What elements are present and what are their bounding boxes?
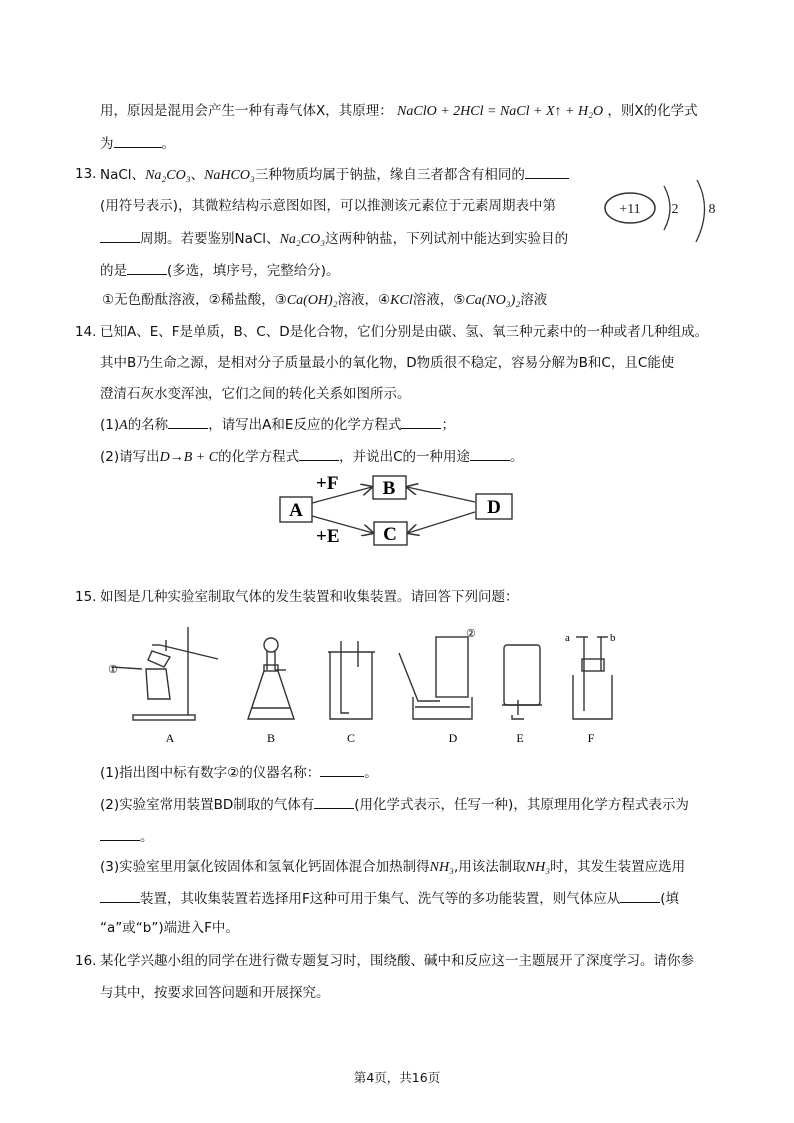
apparatus-e — [502, 645, 542, 719]
q14-part-1 — [100, 414, 455, 436]
label-a: A — [289, 500, 303, 521]
label-apparatus-c: C — [346, 731, 356, 745]
electron-shell-2 — [696, 180, 705, 242]
port-a: a — [565, 632, 570, 644]
answer-blank[interactable] — [470, 446, 510, 461]
math-a: A — [119, 418, 128, 433]
electron-shell-1 — [664, 186, 670, 230]
option-text: ①无色酚酞溶液，②稀盐酸，③ — [102, 292, 287, 308]
q14-text: ，并说出C的一种用途 — [339, 449, 471, 465]
label-apparatus-a: A — [165, 731, 175, 745]
q13-text: (用符号表示)，其微粒结构示意图如图，可以推测该元素位于元素周期表中第 — [100, 198, 557, 214]
answer-blank[interactable] — [100, 826, 140, 841]
answer-blank[interactable] — [168, 414, 208, 429]
intro-text-end: ，则X的化学式 — [607, 103, 698, 119]
q14-text: ，请写出A和E反应的化学方程式 — [208, 417, 402, 433]
q13-line-3 — [100, 228, 568, 250]
total-pages: 16 — [411, 1070, 428, 1085]
q13-line-4 — [100, 260, 340, 281]
formula-na2co3: Na₂CO₃ — [145, 168, 191, 183]
q15-text: (3)实验室里用氯化铵固体和氢氧化钙固体混合加热制得 — [100, 859, 430, 875]
conversion-diagram — [276, 472, 516, 552]
q14-text: ； — [441, 417, 455, 433]
q14-text: 其中B乃生命之源，是相对分子质量最小的氧化物，D物质很不稳定，容易分解为B和C，且C能使 — [100, 355, 675, 371]
apparatus-b — [248, 638, 294, 719]
label-b: B — [382, 478, 396, 499]
math-reaction: D→B + C — [159, 450, 219, 465]
apparatus-a — [112, 627, 218, 720]
answer-blank[interactable] — [320, 762, 364, 777]
label-apparatus-b: B — [266, 731, 276, 745]
q14-line-2 — [100, 353, 674, 373]
footer-text: 页 — [427, 1070, 441, 1085]
q15-text: 。 — [364, 765, 378, 781]
arrow-d-to-b — [407, 487, 475, 502]
q15-text: (2)实验室常用装置BD制取的气体有 — [100, 797, 315, 813]
q14-number: 14. — [75, 324, 97, 340]
mark-2: ② — [466, 628, 476, 640]
formula-nh3: NH₃ — [525, 860, 551, 875]
answer-blank[interactable] — [401, 414, 441, 429]
shell-1-count: 2 — [671, 202, 679, 217]
answer-blank[interactable] — [314, 794, 354, 809]
q14-text: 已知A、E、F是单质，B、C、D是化合物，它们分别是由碳、氢、氧三种元素中的一种或者几种组成。 — [100, 324, 709, 340]
label-plus-e: +E — [316, 526, 340, 547]
apparatus-c — [328, 641, 375, 719]
formula-nh3: NH₃ — [429, 860, 454, 875]
label-apparatus-f: F — [587, 731, 595, 745]
q14-part-2 — [100, 446, 524, 468]
intro-line-2-end: 。 — [161, 136, 175, 152]
q13-line-1 — [100, 164, 569, 186]
q15-part-2-end — [100, 826, 154, 847]
apparatus-f — [573, 637, 612, 719]
apparatus-illustration — [100, 615, 640, 750]
q15-text: 时，其发生装置应选用 — [550, 859, 686, 875]
q15-text: (填 — [660, 891, 680, 907]
option-text: 溶液 — [520, 292, 548, 308]
option-text: 溶液，④ — [337, 292, 391, 308]
hcl-equation: NaClO + 2HCl = NaCl + X↑ + H₂O — [397, 104, 604, 119]
q15-text: (用化学式表示，任写一种)，其原理用化学方程式表示为 — [354, 797, 689, 813]
shell-2-count: 8 — [708, 202, 716, 217]
q15-part-1 — [100, 762, 378, 783]
label-apparatus-e: E — [516, 731, 524, 745]
label-d: D — [487, 497, 501, 518]
q13-options — [102, 290, 547, 311]
page-footer — [0, 1068, 794, 1086]
intro-line-2-text: 为 — [100, 136, 114, 152]
mark-1: ① — [108, 664, 118, 676]
q15-number: 15. — [75, 589, 97, 605]
q15-text: (1)指出图中标有数字②的仪器名称： — [100, 765, 321, 781]
q15-line-1 — [100, 587, 519, 607]
q15-part-3-line-2 — [100, 888, 679, 909]
label-apparatus-d: D — [448, 731, 458, 745]
answer-blank[interactable] — [127, 260, 167, 275]
q16-text: 与其中，按要求回答问题和开展探究。 — [100, 985, 330, 1001]
q16-text: 某化学兴趣小组的同学在进行微专题复习时，围绕酸、碱中和反应这一主题展开了深度学习。请你参 — [100, 953, 694, 969]
q14-line-1 — [100, 322, 708, 342]
q13-line-2 — [100, 196, 556, 216]
q15-text: 。 — [140, 829, 154, 845]
port-b: b — [610, 632, 616, 644]
q13-number: 13. — [75, 166, 97, 182]
q13-text: (多选，填序号，完整给分)。 — [167, 263, 340, 279]
q13-text: NaCl、 — [100, 167, 146, 183]
q13-text: 的是 — [100, 263, 127, 279]
q14-line-3 — [100, 384, 411, 404]
q16-number: 16. — [75, 953, 97, 969]
q14-text: 澄清石灰水变浑浊，它们之间的转化关系如图所示。 — [100, 386, 411, 402]
intro-text: 用，原因是混用会产生一种有毒气体X，其原理： — [100, 103, 393, 119]
formula-na2co3: Na₂CO₃ — [279, 232, 326, 247]
formula-kcl: KCl — [390, 293, 413, 308]
answer-blank[interactable] — [100, 228, 140, 243]
answer-blank[interactable] — [114, 133, 162, 148]
formula-caoh2: Ca(OH)₂ — [286, 293, 338, 308]
q13-sep: 、 — [190, 167, 205, 183]
q13-text: 周期。若要鉴别NaCl、 — [140, 231, 280, 247]
answer-blank[interactable] — [525, 164, 569, 179]
intro-line-1 — [100, 101, 698, 122]
q15-text: ,用该法制取 — [453, 859, 526, 875]
part-label: (1) — [100, 417, 120, 433]
q15-text: 如图是几种实验室制取气体的发生装置和收集装置。请回答下列问题： — [100, 589, 519, 605]
q13-text: 三种物质均属于钠盐，缘自三者都含有相同的 — [254, 167, 525, 183]
label-c: C — [383, 524, 397, 545]
label-plus-f: +F — [316, 473, 339, 494]
q14-text: 。 — [510, 449, 524, 465]
sodium-atom-diagram — [600, 180, 730, 250]
footer-text: 第 — [353, 1070, 367, 1085]
intro-line-2 — [100, 133, 175, 154]
formula-cano32: Ca(NO₃)₂ — [465, 293, 521, 308]
nucleus-label: +11 — [619, 202, 641, 217]
q14-text: 的化学方程式 — [218, 449, 300, 465]
answer-blank[interactable] — [620, 888, 660, 903]
q13-text: 这两种钠盐，下列试剂中能达到实验目的 — [325, 231, 569, 247]
q15-part-3 — [100, 857, 685, 878]
answer-blank[interactable] — [100, 888, 140, 903]
footer-text: 页，共 — [374, 1070, 412, 1085]
part-label: (2)请写出 — [100, 449, 160, 465]
q14-text: 的名称 — [127, 417, 169, 433]
answer-blank[interactable] — [299, 446, 339, 461]
q15-text: 装置，其收集装置若选择用F这种可用于集气、洗气等的多功能装置，则气体应从 — [140, 891, 621, 907]
apparatus-d — [399, 637, 472, 719]
q15-part-3-line-3 — [100, 918, 239, 938]
q15-part-2 — [100, 794, 689, 815]
q16-line-2 — [100, 983, 330, 1003]
arrow-d-to-c — [408, 512, 475, 533]
page-number: 4 — [366, 1070, 375, 1085]
option-text: 溶液，⑤ — [412, 292, 466, 308]
q16-line-1 — [100, 951, 694, 971]
formula-nahco3: NaHCO₃ — [204, 168, 255, 183]
q15-text: “a”或“b”)端进入F中。 — [100, 920, 239, 936]
